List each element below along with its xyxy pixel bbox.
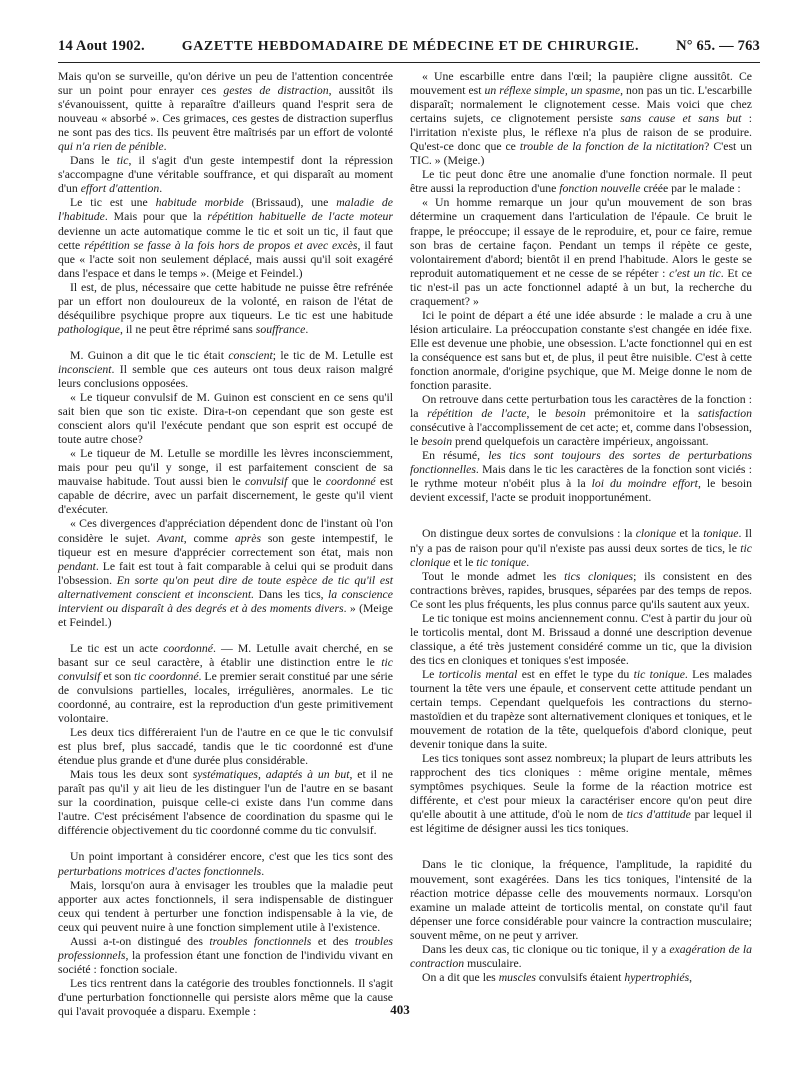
- body-paragraph: Les tics toniques sont assez nombreux; la plupart de leurs attributs les rapprochent des tics cloniques : même origine mentale, mêmes symptômes psychiques. Seule la forme de la réaction motrice est différente, et c'est pour mieux la caractériser encore qu'on peut dire qu'elle aboutit à une attitude, d'où le nom de tics d'attitude par lequel il est légitime de désigner aussi les tics toniques.: [410, 752, 752, 836]
- body-paragraph: Un point important à considérer encore, c'est que les tics sont des perturbations motrices d'actes fonctionnels.: [58, 850, 393, 878]
- body-paragraph: M. Guinon a dit que le tic était conscient; le tic de M. Letulle est inconscient. Il semble que ces auteurs ont tous deux raison malgré leurs conclusions opposées.: [58, 348, 394, 390]
- body-paragraph: Aussi a-t-on distingué des troubles fonctionnels et des troubles professionnels, la profession étant une fonction de l'individu vivant en société : fonction sociale.: [58, 934, 393, 976]
- body-paragraph: Le tic est un acte coordonné. — M. Letulle avait cherché, en se basant sur ce seul caractère, à établir une distinction entre le tic convulsif et son tic coordonné. Le premier serait constitué par une série de convulsions partielles, locales, irrégulières, anormales. Le tic coordonné, au contraire, est la reproduction d'un geste primitivement volontaire.: [58, 641, 393, 726]
- body-paragraph: Les deux tics différeraient l'un de l'autre en ce que le tic convulsif est plus bref, plus saccadé, tandis que le tic coordonné est d'une étendue plus grande et d'une durée plus considérable.: [58, 726, 393, 768]
- body-paragraph: On retrouve dans cette perturbation tous les caractères de la fonction : la répétition de l'acte, le besoin prémonitoire et la satisfaction consécutive à l'accomplissement de cet acte; et, comme dans l'obsession, le besoin prend quelquefois un caractère impérieux, angoissant.: [410, 393, 753, 449]
- body-paragraph: « Une escarbille entre dans l'œil; la paupière cligne aussitôt. Ce mouvement est un réflexe simple, un spasme, non pas un tic. L'escarbille disparaît; normalement le clignotement cesse. Mais voici que chez certains sujets, ce clignotement persiste sans cause et sans but : l'irritation n'existe plus, le réflexe n'a plus de raison de se produire. Qu'est-ce donc que ce trouble de la fonction de la nictitation? C'est un TIC. » (Meige.): [410, 70, 752, 168]
- right-column: [410, 70, 752, 998]
- body-paragraph: Le tic est une habitude morbide (Brissaud), une maladie de l'habitude. Mais pour que la répétition habituelle de l'acte moteur devienne un acte automatique comme le tic et soit un tic, il faut que cette répétition se fasse à la fois hors de propos et avec excès, il faut que « l'acte soit non seulement déplacé, mais aussi qu'il soit exagéré dans l'espace et dans le temps ». (Meige et Feindel.): [58, 196, 394, 280]
- body-paragraph: On distingue deux sortes de convulsions : la clonique et la tonique. Il n'y a pas de raison pour qu'il n'existe pas aussi deux sortes de tics, le tic clonique et le tic tonique.: [410, 527, 752, 569]
- body-paragraph: Le torticolis mental est en effet le type du tic tonique. Les malades tournent la tête vers une épaule, et conservent cette attitude pendant un certain temps. Cependant quelquefois les contractions du sterno-mastoïdien et du trapèze sont alternativement cloniques et toniques, et le mouvement de rotation de la tête, quelquefois d'abord clonique, peut devenir tonique dans la suite.: [410, 667, 752, 752]
- paragraph-gap: [410, 505, 752, 527]
- paragraph-gap: [58, 838, 393, 850]
- paragraph-gap: [410, 836, 752, 858]
- body-paragraph: « Ces divergences d'appréciation dépendent donc de l'instant où l'on considère le sujet. Avant, comme après son geste intempestif, le tiqueur est en mesure d'apprécier correctement son état, mais non pendant. Le fait est tout à fait comparable à celui qui se produit dans l'obsession. En sorte qu'on peut dire de toute espèce de tic qu'il est alternativement conscient et inconscient. Dans les tics, la conscience intervient ou disparaît à des degrés et à des moments divers. » (Meige et Feindel.): [58, 517, 393, 629]
- body-paragraph: On a dit que les muscles convulsifs étaient hypertrophiés,: [422, 970, 693, 984]
- body-paragraph: « Un homme remarque un jour qu'un mouvement de son bras détermine un craquement dans l'articulation de l'épaule. Ce bruit le frappe, le préoccupe; il essaye de le reproduire, et, pour ce faire, remue son bras de certaine façon. Pendant un temps il répète ce geste, volontairement d'abord; bientôt il en prend l'habitude. Alors le geste se reproduit automatiquement et ne cesse de se répéter : c'est un tic. Et ce tic n'est-il pas un acte fonctionnel adapté à un but, la recherche du craquement? »: [410, 196, 752, 308]
- running-header: [58, 38, 760, 60]
- page-number: 403: [390, 1002, 410, 1017]
- paragraph-gap: [58, 630, 393, 642]
- body-paragraph: Le tic peut donc être une anomalie d'une fonction normale. Il peut être aussi la reproduction d'une fonction nouvelle créée par le malade :: [410, 168, 752, 196]
- body-paragraph: « Le tiqueur convulsif de M. Guinon est conscient en ce sens qu'il sait bien que son tic existe. Dira-t-on cependant que son geste est conscient alors qu'il l'exécute pendant que son esprit est occupé de toute autre chose?: [58, 391, 393, 447]
- body-paragraph: Il est, de plus, nécessaire que cette habitude ne puisse être refrénée par un effort non douloureux de la volonté, en raison de l'état de déséquilibre psychique propre aux tiqueurs. Le tic est une habitude pathologique, il ne peut être réprimé sans souffrance.: [58, 280, 393, 336]
- body-paragraph: Mais, lorsqu'on aura à envisager les troubles que la maladie peut apporter aux actes fonctionnels, il sera indispensable de distinguer ceux qui tendent à perturber une fonction indispensable à la vie, de ceux qui peuvent nuire à une fonction simplement utile à l'existence.: [58, 878, 393, 934]
- body-paragraph: « Le tiqueur de M. Letulle se mordille les lèvres inconsciemment, mais pour peu qu'il y songe, il est parfaitement conscient de sa mauvaise habitude. Tout aussi bien le convulsif que le coordonné est capable de décrire, avec un parfait discernement, le geste qu'il vient d'exécuter.: [58, 447, 393, 517]
- header-date: 14 Aout 1902.: [58, 38, 145, 54]
- body-paragraph: Mais qu'on se surveille, qu'on dérive un peu de l'attention concentrée sur un point pour enrayer ces gestes de distraction, aussitôt ils s'évanouissent, quitte à reparaître d'ailleurs quand l'esprit sera de nouveau « absorbé ». Ces grimaces, ces gestes de distraction superflus ne sont pas des tics. Ils peuvent être maîtrisés par un effort de volonté qui n'a rien de pénible.: [58, 70, 393, 154]
- header-journal-title: GAZETTE HEBDOMADAIRE DE MÉDECINE ET DE CHIRURGIE.: [181, 39, 640, 54]
- body-paragraph: Dans les deux cas, tic clonique ou tic tonique, il y a exagération de la contraction musculaire.: [410, 942, 753, 970]
- body-paragraph: Le tic tonique est moins anciennement connu. C'est à partir du jour où le torticolis mental, dont M. Brissaud a donné une description devenue classique, a été très justement considéré comme un tic, que la division des tics en cloniques et toniques s'est imposée.: [410, 611, 752, 667]
- body-paragraph: Les tics rentrent dans la catégorie des troubles fonctionnels. Il s'agit d'une perturbation fonctionnelle qui persiste alors même que la cause qui l'avait provoquée a disparu. Exemple :: [58, 976, 393, 1018]
- left-column: [58, 70, 394, 1018]
- body-paragraph: Dans le tic clonique, la fréquence, l'amplitude, la rapidité du mouvement, sont exagérées. Dans les tics toniques, l'intensité de la réaction motrice dépasse celle des mouvements normaux. Lorsqu'on examine un malade atteint de torticolis mental, on constate qu'il faut dépenser une force considérable pour vaincre la contraction musculaire; souvent même, on ne peut y arriver.: [410, 858, 752, 942]
- header-issue-number: N° 65. — 763: [676, 38, 760, 54]
- body-paragraph: Mais tous les deux sont systématiques, adaptés à un but, et il ne paraît pas qu'il y ait lieu de les distinguer l'un de l'autre en se basant sur la coordination, puisque celle-ci existe dans l'un comme dans l'autre. C'est précisément l'absence de coordination du spasme qui le différencie objectivement du tic coordonné comme du tic convulsif.: [58, 768, 393, 838]
- paragraph-gap: [58, 337, 393, 349]
- body-paragraph: Ici le point de départ a été une idée absurde : le malade a cru à une lésion articulaire. La préoccupation constante s'est changée en idée fixe. Elle est devenue une phobie, une obsession. L'acte fonctionnel qui en est la conséquence est sans but et, de plus, il peut être nuisible. C'est à cette fonction anormale, d'origine psychique, que M. Meige donne le nom de fonction parasite.: [410, 308, 752, 393]
- header-rule: [58, 62, 760, 63]
- body-paragraph: Dans le tic, il s'agit d'un geste intempestif dont la répression s'accompagne d'une véritable souffrance, et qui disparaît au moment d'un effort d'attention.: [58, 154, 393, 196]
- body-paragraph: En résumé, les tics sont toujours des sortes de perturbations fonctionnelles. Mais dans le tic les caractères de la fonction sont viciés : le rythme moteur n'obéit plus à la loi du moindre effort, le besoin devient excessif, l'acte se produit inopportunément.: [410, 449, 753, 505]
- body-paragraph: Tout le monde admet les tics cloniques; ils consistent en des contractions brèves, rapides, brusques, séparées par des temps de repos. Ce sont les plus fréquents, les plus connus parce qu'ils sautent aux yeux.: [410, 569, 752, 611]
